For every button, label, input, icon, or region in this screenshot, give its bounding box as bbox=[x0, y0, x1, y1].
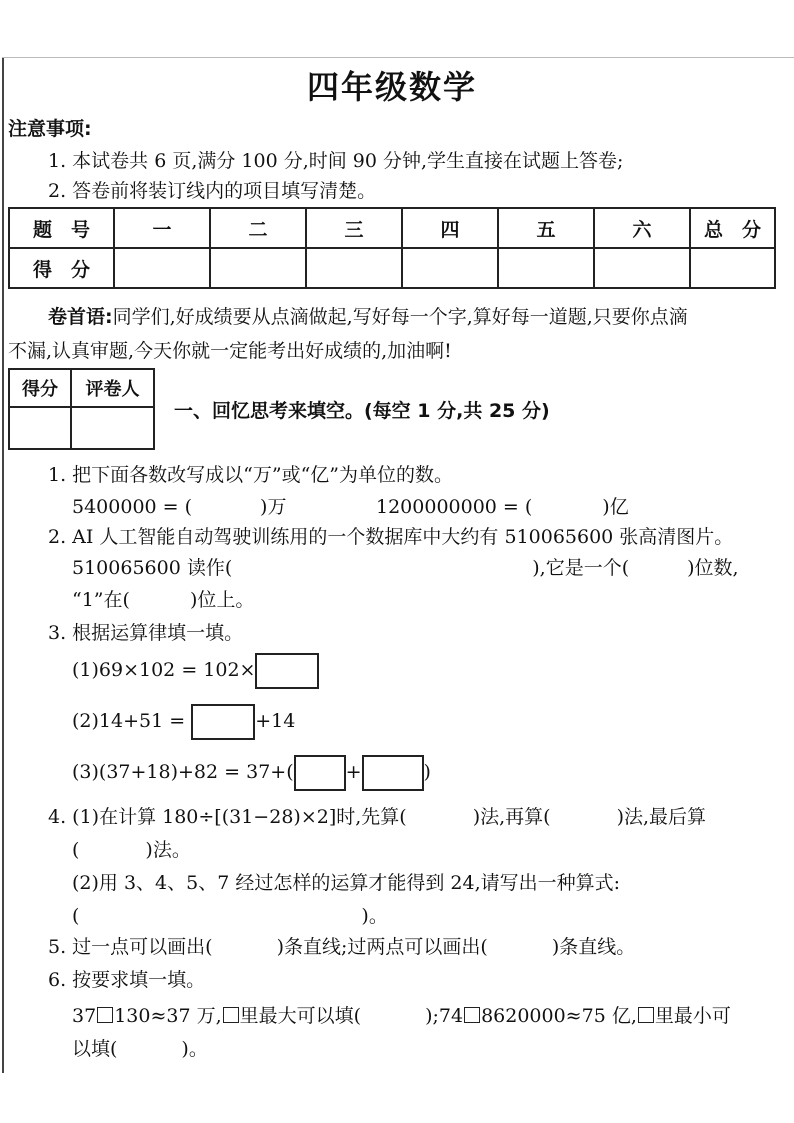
q3-part-3: (3)(37+18)+82 = 37+( + ) bbox=[72, 755, 431, 791]
q6-line-1: 37 130≈37 万, 里最大可以填( );74 8620000≈75 亿, 里最小可 bbox=[72, 1005, 731, 1027]
section-1-title: 一、回忆思考来填空。(每空 1 分,共 25 分) bbox=[174, 400, 550, 422]
q2-line-1: 2. AI 人工智能自动驾驶训练用的一个数据库中大约有 510065600 张高清图片。 bbox=[48, 526, 734, 548]
grader-person-cell[interactable] bbox=[71, 407, 154, 449]
q6-square-1-ref bbox=[223, 1007, 239, 1023]
q3-part-1: (1)69×102 = 102× bbox=[72, 653, 319, 689]
score-header-label: 题 号 bbox=[9, 208, 114, 248]
q4-line-1: 4. (1)在计算 180÷[(31−28)×2]时,先算( )法,再算( )法,最后算 bbox=[48, 806, 707, 828]
q3-box-2[interactable] bbox=[191, 704, 255, 740]
q1-stem: 1. 把下面各数改写成以“万”或“亿”为单位的数。 bbox=[48, 464, 454, 486]
score-table bbox=[8, 207, 776, 289]
q1-answer-a: 5400000 = ( )万 bbox=[72, 496, 287, 518]
score-cell-5[interactable] bbox=[498, 248, 594, 288]
q2-line-3: “1”在( )位上。 bbox=[72, 589, 255, 611]
score-header-5: 五 bbox=[498, 208, 594, 248]
q3-box-3b[interactable] bbox=[362, 755, 424, 791]
q3-box-3a[interactable] bbox=[294, 755, 346, 791]
q6-line-2: 以填( )。 bbox=[72, 1038, 208, 1060]
preface-text-1: 同学们,好成绩要从点滴做起,写好每一个字,算好每一道题,只要你点滴 bbox=[112, 306, 688, 328]
score-cell-2[interactable] bbox=[210, 248, 306, 288]
q6-square-2 bbox=[464, 1007, 480, 1023]
score-header-2: 二 bbox=[210, 208, 306, 248]
preface-line-1 bbox=[48, 302, 688, 329]
q4-line-3: (2)用 3、4、5、7 经过怎样的运算才能得到 24,请写出一种算式: bbox=[72, 872, 621, 894]
grader-person-label: 评卷人 bbox=[71, 369, 154, 407]
q2-line-2: 510065600 读作( ),它是一个( )位数, bbox=[72, 557, 739, 579]
q3-box-1[interactable] bbox=[255, 653, 319, 689]
score-header-4: 四 bbox=[402, 208, 498, 248]
q4-line-2: ( )法。 bbox=[72, 839, 191, 861]
grader-score-cell[interactable] bbox=[9, 407, 71, 449]
q6-stem: 6. 按要求填一填。 bbox=[48, 969, 206, 991]
notice-item-2: 2. 答卷前将装订线内的项目填写清楚。 bbox=[48, 180, 377, 202]
score-header-1: 一 bbox=[114, 208, 210, 248]
score-cell-6[interactable] bbox=[594, 248, 690, 288]
score-cell-4[interactable] bbox=[402, 248, 498, 288]
page-title: 四年级数学 bbox=[306, 68, 477, 106]
preface-label: 卷首语: bbox=[48, 306, 113, 328]
score-cell-total[interactable] bbox=[690, 248, 775, 288]
grader-score-label: 得分 bbox=[9, 369, 71, 407]
q4-line-4: ( )。 bbox=[72, 905, 388, 927]
score-header-total: 总 分 bbox=[690, 208, 775, 248]
q3-part-2: (2)14+51 = +14 bbox=[72, 704, 295, 740]
grader-table bbox=[8, 368, 155, 450]
notice-heading: 注意事项: bbox=[8, 118, 92, 140]
score-cell-1[interactable] bbox=[114, 248, 210, 288]
binding-line bbox=[2, 58, 4, 1073]
q5-line: 5. 过一点可以画出( )条直线;过两点可以画出( )条直线。 bbox=[48, 936, 636, 958]
score-header-6: 六 bbox=[594, 208, 690, 248]
notice-item-1: 1. 本试卷共 6 页,满分 100 分,时间 90 分钟,学生直接在试题上答卷; bbox=[48, 150, 624, 172]
score-header-3: 三 bbox=[306, 208, 402, 248]
q1-answer-b: 1200000000 = ( )亿 bbox=[376, 496, 629, 518]
score-cell-3[interactable] bbox=[306, 248, 402, 288]
q6-square-1 bbox=[97, 1007, 113, 1023]
preface-line-2: 不漏,认真审题,今天你就一定能考出好成绩的,加油啊! bbox=[8, 340, 452, 362]
q6-square-2-ref bbox=[638, 1007, 654, 1023]
top-border bbox=[2, 57, 794, 58]
q3-stem: 3. 根据运算律填一填。 bbox=[48, 622, 244, 644]
score-row-label: 得 分 bbox=[9, 248, 114, 288]
